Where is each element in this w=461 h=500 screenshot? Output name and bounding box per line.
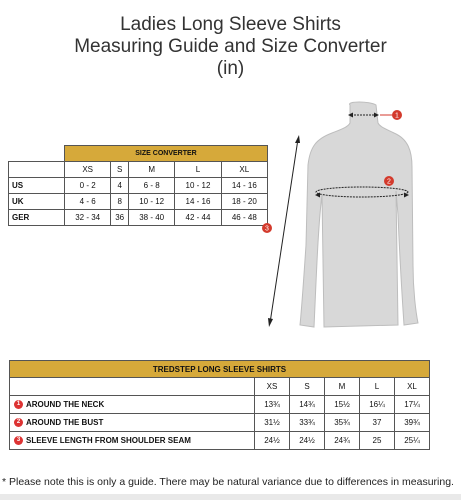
table-cell: 33¾ bbox=[290, 414, 325, 432]
table-cell: 39¾ bbox=[395, 414, 430, 432]
sleeve-measure-line bbox=[270, 139, 298, 323]
table-row bbox=[10, 396, 430, 414]
table-cell: 24¾ bbox=[325, 432, 360, 450]
number-badge-icon: 3 bbox=[14, 436, 23, 445]
column-header: S bbox=[290, 378, 325, 396]
column-header: XL bbox=[221, 161, 267, 177]
shirt-table-columns-row bbox=[10, 378, 430, 396]
table-cell: 24½ bbox=[290, 432, 325, 450]
row-label bbox=[10, 396, 255, 414]
column-header: S bbox=[111, 161, 129, 177]
column-header: L bbox=[175, 161, 221, 177]
row-label-text: SLEEVE LENGTH FROM SHOULDER SEAM bbox=[26, 435, 191, 445]
column-header: L bbox=[360, 378, 395, 396]
table-cell: 46 - 48 bbox=[221, 209, 267, 225]
size-converter-heading: SIZE CONVERTER bbox=[65, 146, 268, 162]
table-cell: 8 bbox=[111, 193, 129, 209]
table-row bbox=[10, 414, 430, 432]
marker-3-label: 3 bbox=[265, 225, 269, 233]
column-header: M bbox=[129, 161, 175, 177]
number-badge-icon: 1 bbox=[14, 400, 23, 409]
number-badge-icon: 2 bbox=[14, 418, 23, 427]
sleeve-arrow-bottom bbox=[268, 318, 273, 327]
table-row bbox=[9, 177, 268, 193]
marker-2-label: 2 bbox=[387, 178, 391, 186]
table-cell: 38 - 40 bbox=[129, 209, 175, 225]
column-header: XS bbox=[255, 378, 290, 396]
table-cell: 36 bbox=[111, 209, 129, 225]
table-cell: 35¾ bbox=[325, 414, 360, 432]
table-cell: 16¼ bbox=[360, 396, 395, 414]
table-cell: 6 - 8 bbox=[129, 177, 175, 193]
table-cell: 32 - 34 bbox=[65, 209, 111, 225]
title-line-1: Ladies Long Sleeve Shirts bbox=[120, 14, 341, 35]
table-cell: 14¾ bbox=[290, 396, 325, 414]
table-row bbox=[9, 193, 268, 209]
table-cell: 0 - 2 bbox=[65, 177, 111, 193]
table-cell: 25¼ bbox=[395, 432, 430, 450]
shirt-measurement-diagram bbox=[262, 95, 422, 340]
table-cell: 4 bbox=[111, 177, 129, 193]
title-line-2: Measuring Guide and Size Converter bbox=[74, 36, 387, 57]
disclaimer-note: * Please note this is only a guide. There may be natural variance due to differences in measuring. bbox=[2, 476, 454, 488]
row-label: GER bbox=[9, 209, 65, 225]
column-header: XS bbox=[65, 161, 111, 177]
row-label: UK bbox=[9, 193, 65, 209]
marker-1-label: 1 bbox=[395, 112, 399, 120]
row-label-text: AROUND THE NECK bbox=[26, 399, 105, 409]
table-cell: 42 - 44 bbox=[175, 209, 221, 225]
shirt-table-heading: TREDSTEP LONG SLEEVE SHIRTS bbox=[10, 361, 430, 378]
table-cell: 25 bbox=[360, 432, 395, 450]
table-cell: 18 - 20 bbox=[221, 193, 267, 209]
empty-corner-cell bbox=[10, 378, 255, 396]
shirt-silhouette bbox=[300, 102, 418, 327]
row-label bbox=[10, 432, 255, 450]
title-line-3: (in) bbox=[216, 58, 245, 79]
table-cell: 17¼ bbox=[395, 396, 430, 414]
table-cell: 24½ bbox=[255, 432, 290, 450]
table-cell: 10 - 12 bbox=[175, 177, 221, 193]
table-cell: 15½ bbox=[325, 396, 360, 414]
table-cell: 37 bbox=[360, 414, 395, 432]
row-label: US bbox=[9, 177, 65, 193]
table-row bbox=[10, 432, 430, 450]
size-converter-heading-row bbox=[9, 146, 268, 162]
table-cell: 31½ bbox=[255, 414, 290, 432]
empty-corner-cell bbox=[9, 146, 65, 162]
column-header: M bbox=[325, 378, 360, 396]
size-converter-columns-row bbox=[9, 161, 268, 177]
shirt-measurement-table bbox=[9, 360, 430, 450]
table-cell: 13¾ bbox=[255, 396, 290, 414]
row-label-text: AROUND THE BUST bbox=[26, 417, 104, 427]
column-header: XL bbox=[395, 378, 430, 396]
table-cell: 14 - 16 bbox=[175, 193, 221, 209]
empty-corner-cell bbox=[9, 161, 65, 177]
table-row bbox=[9, 209, 268, 225]
size-converter-table bbox=[8, 145, 268, 226]
sleeve-arrow-top bbox=[295, 135, 300, 143]
table-cell: 14 - 16 bbox=[221, 177, 267, 193]
bottom-bar bbox=[0, 494, 461, 500]
table-cell: 10 - 12 bbox=[129, 193, 175, 209]
shirt-table-heading-row bbox=[10, 361, 430, 378]
table-cell: 4 - 6 bbox=[65, 193, 111, 209]
page-title bbox=[0, 14, 461, 80]
row-label bbox=[10, 414, 255, 432]
